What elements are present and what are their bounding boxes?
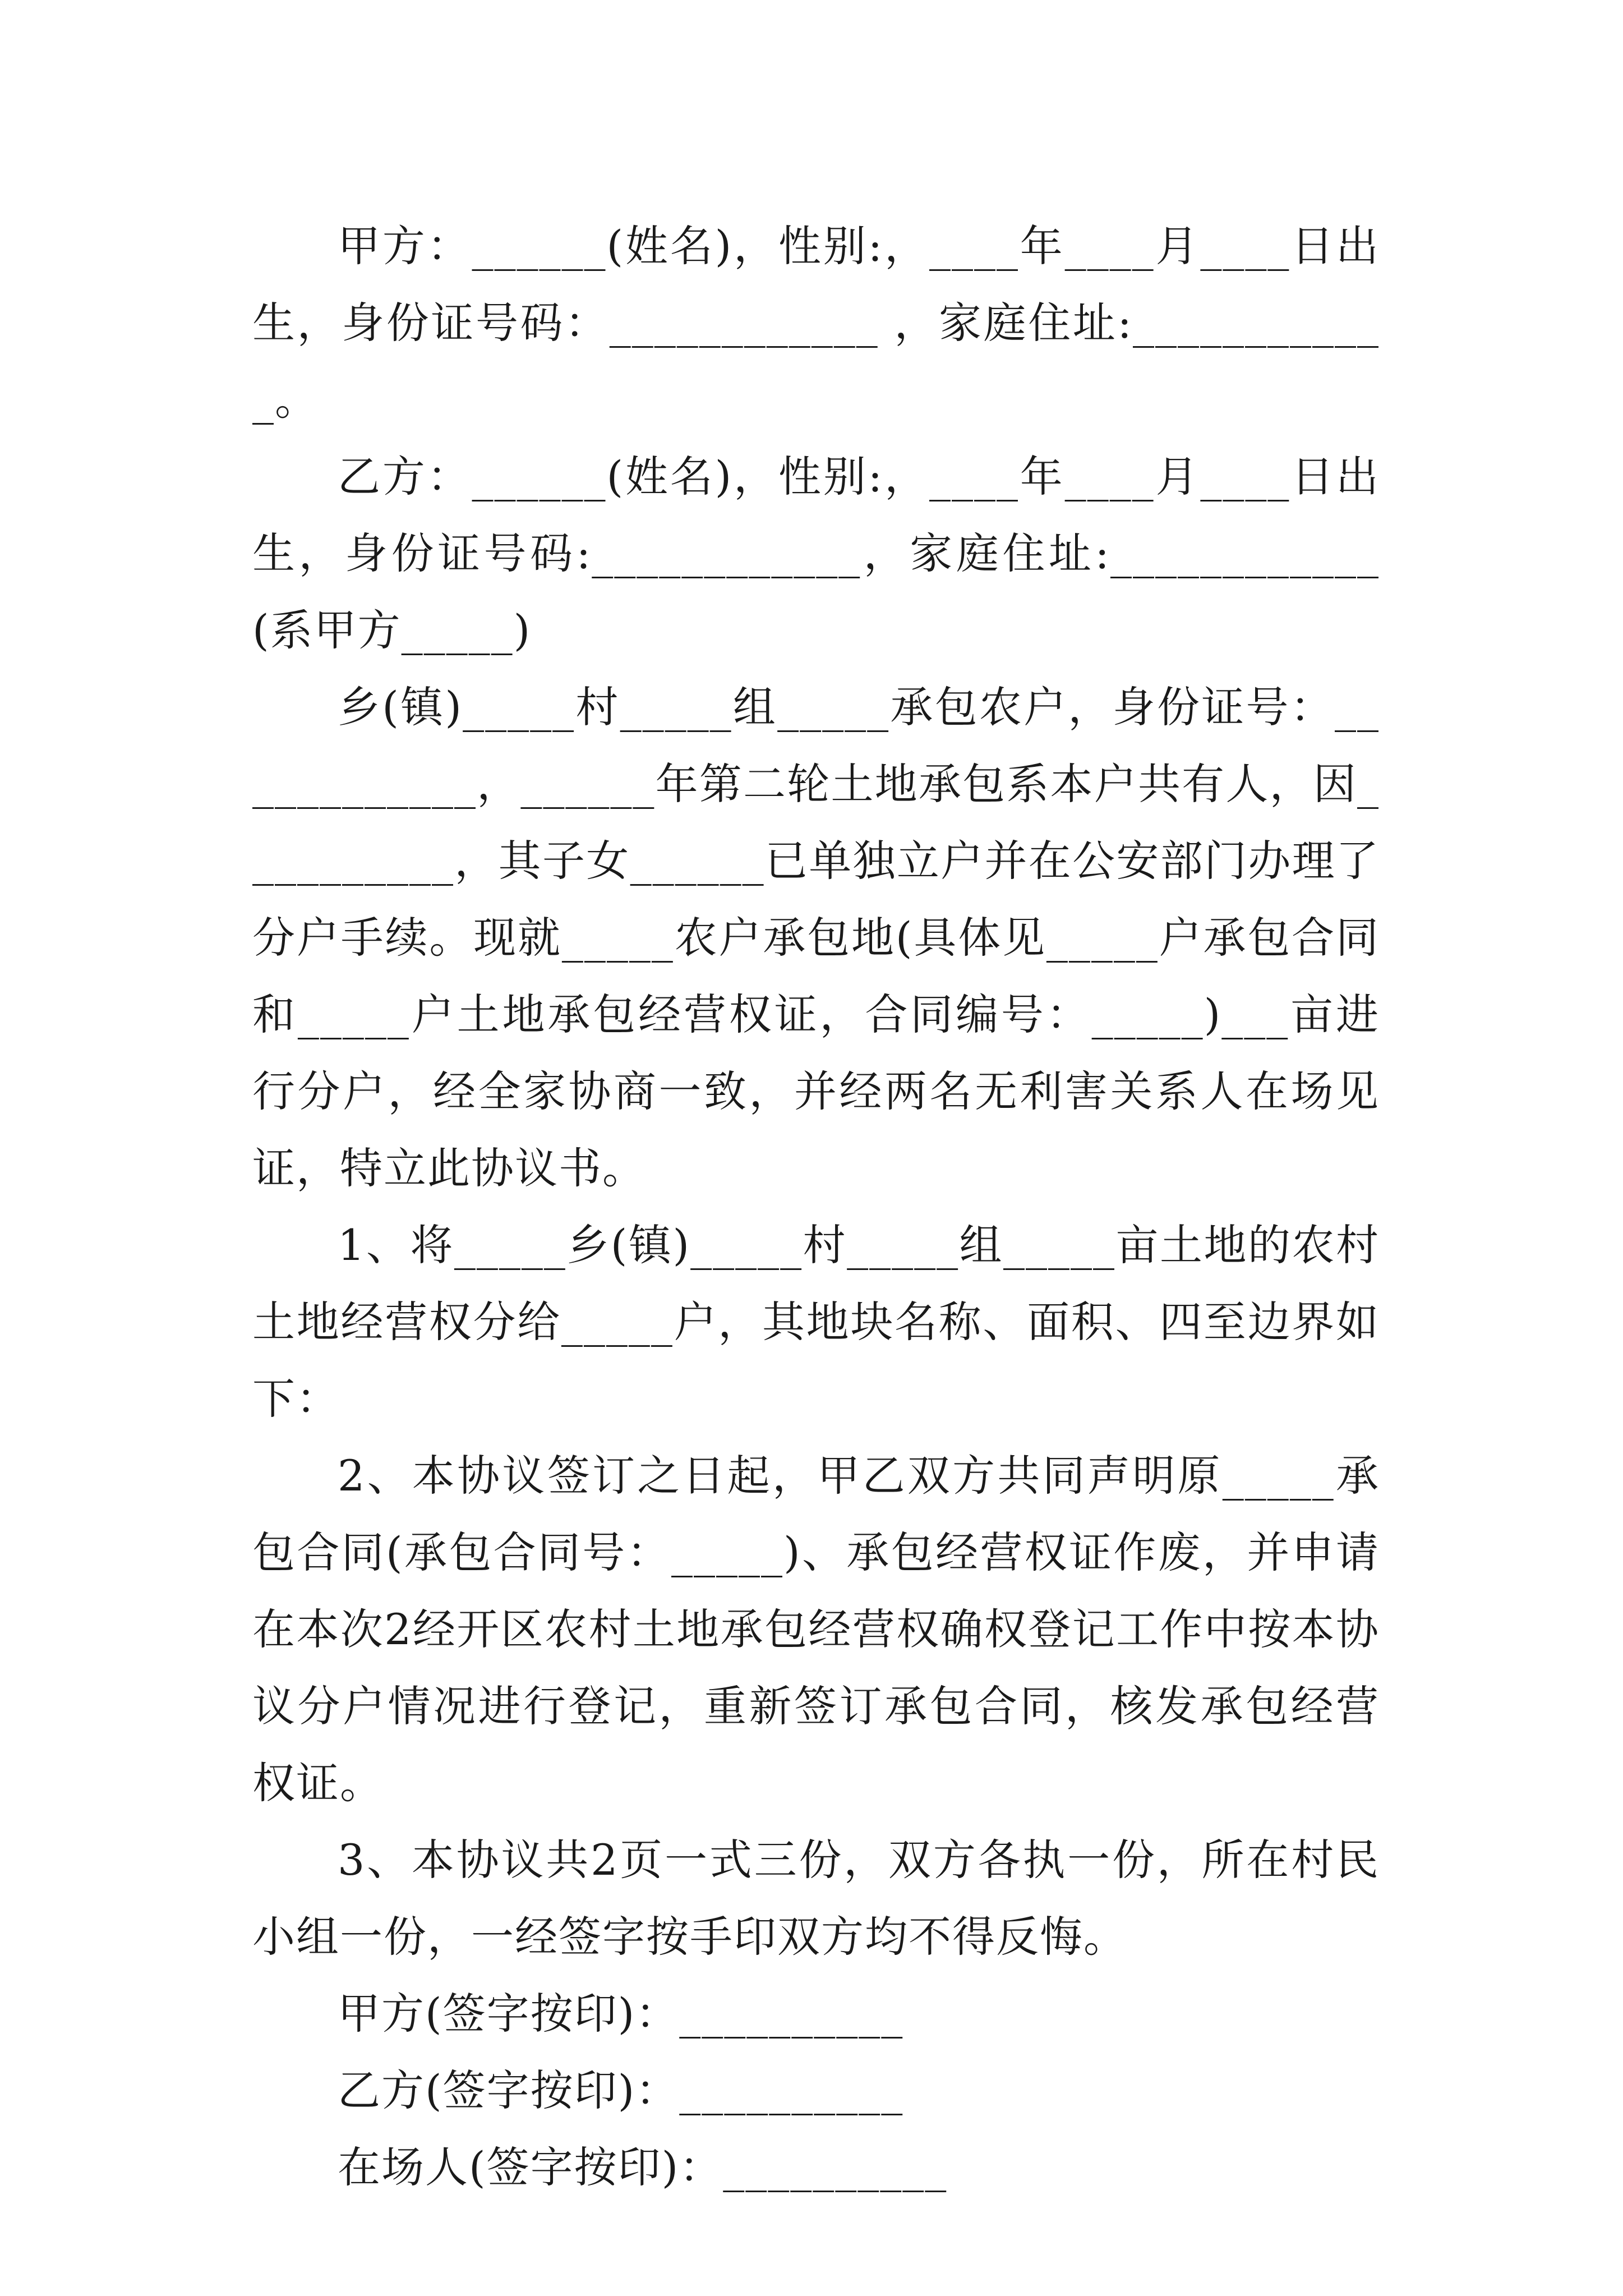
- party-a-signature-line: 甲方(签字按印)：__________: [338, 1989, 904, 2039]
- clause-3: 3、本协议共2页一式三份，双方各执一份，所在村民小组一份，一经签字按手印双方均不得反悔。: [252, 1835, 1380, 1962]
- clause-1: 1、将_____乡(镇)_____村_____组_____亩土地的农村土地经营权分给_____户，其地块名称、面积、四至边界如下：: [252, 1220, 1380, 1424]
- clause-2: 2、本协议签订之日起，甲乙双方共同声明原_____承包合同(承包合同号：_____)、承包经营权证作废，并申请在本次2经开区农村土地承包经营权确权登记工作中按本协议分户情况进行登记，重新签订承包合同，核发承包经营权证。: [252, 1451, 1380, 1808]
- document-body: [252, 208, 1380, 2206]
- party-a-paragraph: 甲方：______(姓名)，性别:，____年____月____日出生，身份证号码：____________ ，家庭住址:____________。: [252, 221, 1380, 425]
- party-b-paragraph: 乙方：______(姓名)，性别:，____年____月____日出生，身份证号码:____________，家庭住址:____________(系甲方_____): [252, 452, 1380, 655]
- party-b-signature-line: 乙方(签字按印)：__________: [338, 2065, 904, 2115]
- witness-signature-line: 在场人(签字按印)：__________: [338, 2142, 948, 2192]
- household-paragraph: 乡(镇)_____村_____组_____承包农户，身份证号：____________，______年第二轮土地承包系本户共有人，因__________，其子女______已单独立户并在公安部门办理了分户手续。现就_____农户承包地(具体见_____户承包合同和_____户土地承包经营权证，合同编号：_____)___亩进行分户，经全家协商一致，并经两名无利害关系人在场见证，特立此协议书。: [252, 682, 1380, 1193]
